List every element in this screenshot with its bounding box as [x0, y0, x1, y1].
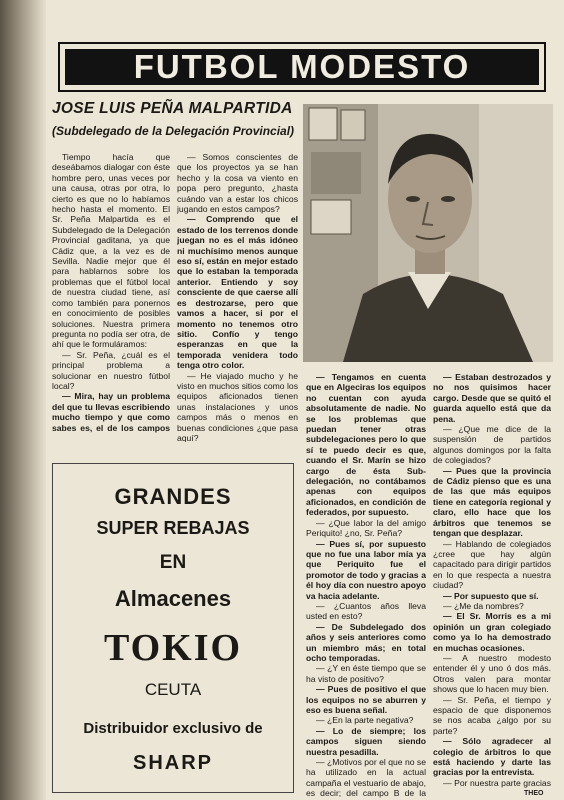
- author-signature: THEO: [524, 790, 544, 797]
- answer-12: — Sólo agradecer al colegio de árbitros lo que está haciendo y darte las gracias por la entrevista.: [433, 736, 551, 778]
- question-10: — Hablando de colegiados ¿cree que hay algún capacitado para dirigir partidos en lo que respecta a nuestra ciudad?: [433, 538, 551, 591]
- question-11: — ¿Me da nombres?: [443, 600, 524, 611]
- page-binding-shadow: [0, 0, 46, 800]
- ad-super-rebajas: SUPER REBAJAS: [96, 518, 250, 538]
- byline: [52, 100, 300, 138]
- article-column-2: [177, 152, 298, 442]
- answer-4: — Pues sí, por supuesto que no fue una labor mía ya que Periquito fue el promotor de todo y gracias a él hoy día con nuestro apoyo va hacia adelante.: [306, 538, 426, 601]
- portrait-illustration: [303, 104, 553, 362]
- sharp-logo: SHARP: [132, 752, 213, 774]
- portrait-photo: [303, 104, 553, 362]
- ad-tokio: TOKIO: [103, 627, 243, 669]
- question-4: — ¿Que labor la del amigo Periquito! ¿no, Sr. Peña?: [306, 517, 426, 539]
- interviewee-name: JOSE LUIS PEÑA MALPARTIDA: [52, 100, 293, 117]
- ad-ceuta: CEUTA: [144, 680, 202, 699]
- answer-3: — Tengamos en cuenta que en Algeciras los equipos no cuentan con ayuda absolutamente de nadie. No se los problemas que puedan tener otras subdelegaciones pero lo que sí te puedo decir es que, cuando el Sr. Marín se hizo cargo de ésta Sub-delegación, no contábamos apenas con equipos aficionados, en condición de federados, por supuesto.: [306, 372, 426, 518]
- answer-5: — De Subdelegado dos años y seis anteriores como un miembro más; en total ocho temporadas.: [306, 621, 426, 663]
- ad-almacenes: Almacenes: [114, 586, 232, 611]
- comment-1: — A nuestro modesto entender él y uno ó dos más. Otros valen para montar shows que lo hacen muy bien.: [433, 652, 551, 695]
- advertisement: [52, 463, 294, 793]
- answer-7: — Lo de siempre; los campos siguen siendo nuestra pesadilla.: [306, 725, 426, 757]
- interviewee-role: (Subdelegado de la Delegación Provincial): [52, 124, 295, 138]
- question-3: — He viajado mucho y he visto en muchos sitios como los equipos aficionados tienen unas instalaciones y unos campos más o menos en buenas condiciones ¿que pasa aquí?: [177, 370, 298, 442]
- ad-grandes: GRANDES: [114, 484, 232, 509]
- question-9: — ¿Que me dice de la suspensión de partidos algunos domingos por la falta de colegiados?: [433, 424, 551, 466]
- ad-en: EN: [159, 552, 187, 573]
- answer-10: — Por supuesto que sí.: [443, 590, 539, 601]
- answer-6: — Pues de positivo el que los equipos no se aburren y eso es buena señal.: [306, 684, 426, 715]
- article-column-4: [433, 372, 551, 790]
- answer-1: — Mira, hay un problema del que tu llevas escribiendo mucho tiempo y que como sabes es, el de los campos: [52, 391, 170, 433]
- question-6: — ¿Y en éste tiempo que se ha visto de positivo?: [306, 663, 426, 684]
- answer-11: — El Sr. Morris es a mi opinión un gran colegiado como ya lo ha demostrado en muchas ocasiones.: [433, 611, 551, 653]
- question-1: — Sr. Peña, ¿cuál es el principal problema a solucionar en nuestro fútbol local?: [52, 349, 170, 391]
- ad-distributor: Distribuidor exclusivo de: [83, 720, 263, 737]
- question-2: — Somos conscientes de que los proyectos ya se han hecho y la cosa va viento en popa pero pregunto, ¿hasta cuándo van a estar los chicos jugando en estos campos?: [177, 152, 298, 215]
- question-7: — ¿En la parte negativa?: [316, 715, 414, 726]
- question-12: — Sr. Peña, el tiempo y espacio de que disponemos se nos acaba ¿algo por su parte?: [433, 694, 551, 736]
- article-column-1: [52, 152, 170, 434]
- question-8: — ¿Motivos por el que no se ha utilizado en la actual campaña el vestuario de abajo, es decir; del campo B de la: [306, 757, 426, 799]
- section-title: FUTBOL MODESTO: [65, 49, 539, 85]
- answer-8: — Estaban destrozados y no nos quisimos hacer cargo. Desde que se quitó el guarda aquello está que da pena.: [433, 372, 551, 424]
- closing-remark: — Por nuestra parte gracias: [443, 777, 551, 788]
- article-column-3: [306, 372, 426, 800]
- section-header: [58, 42, 546, 92]
- answer-9: — Pues que la provincia de Cádiz pienso que es una de las que más equipos tiene en categoría regional y claro, ello hace que los árbitros que tenemos se tengan que desplazar.: [433, 465, 551, 539]
- answer-2: — Comprendo que el estado de los terrenos donde juegan no es el más idóneo ni muchísimo menos aunque eso sí, están en mejor estado que lo estaban la temporada anterior. Entiendo y soy consciente de que caerse allí es destrozarse, pero que vamos a hacer, si por el momento no tenemos otro sitio. Confío y tengo esperanzas en que la temporada venidera todo tenga otro color.: [177, 214, 298, 371]
- question-5: — ¿Cuantos años lleva usted en esto?: [306, 600, 426, 622]
- intro-paragraph: Tiempo hacía que deseábamos dialogar con éste hombre pero, unas veces por una causa, otras por otra, lo cierto es que no lo habíamos hecho hasta el momento. El Sr. Peña Malpartida es el Subdelegado de la Delegación Provincial gaditana, ya que Cádiz que, a la vez es de Sevilla. Nadie mejor que él para hablarnos sobre los problemas que el fútbol local de nuestra ciudad tiene, así como también para ponernos en conocimiento de posibles soluciones. Nuestra primera pregunta no podía ser otra, de ahí que le formuláramos:: [52, 152, 170, 350]
